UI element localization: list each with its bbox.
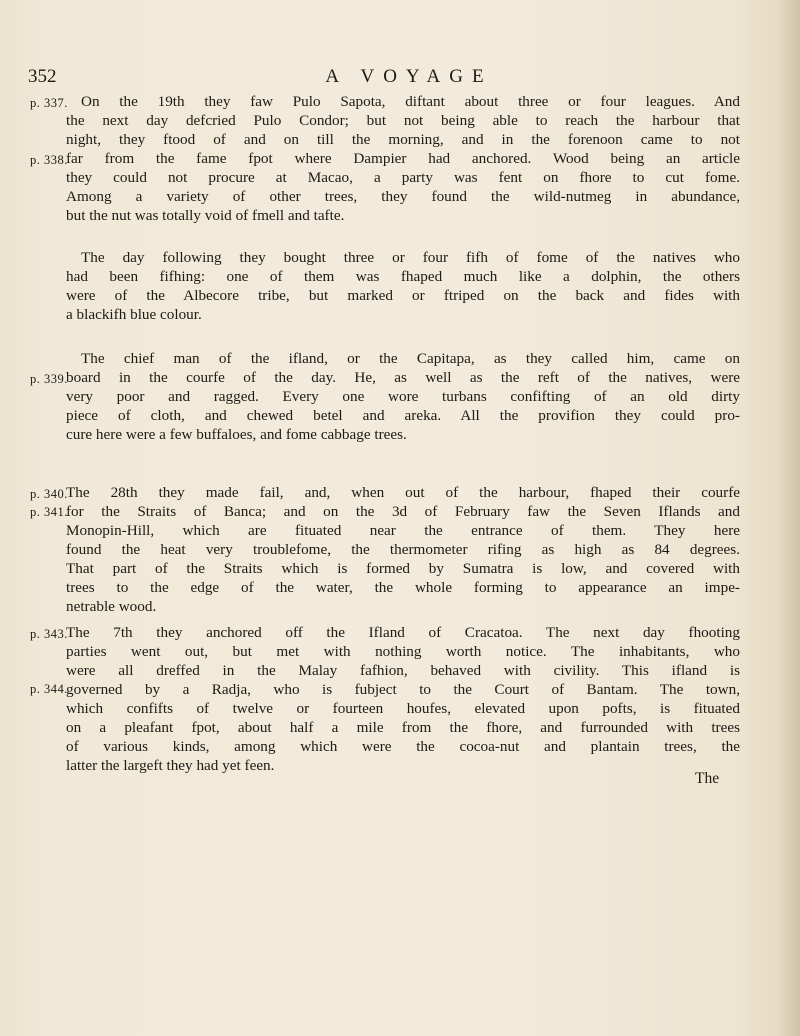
text-line: on a pleafant fpot, about half a mile from the fhore, and furrounded with trees	[66, 719, 740, 736]
text-line: of various kinds, among which were the cocoa-nut and plantain trees, the	[66, 738, 740, 755]
text-line: they could not procure at Macao, a party was fent on fhore to cut fome.	[66, 169, 740, 186]
page-edge-shadow	[778, 0, 800, 1036]
text-line: latter the largeft they had yet feen.	[66, 757, 275, 774]
text-line: trees to the edge of the water, the whole forming to appearance an impe-	[66, 579, 740, 596]
text-line: On the 19th they faw Pulo Sapota, diftant about three or four leagues. And	[81, 93, 740, 110]
text-line: governed by a Radja, who is fubject to the Court of Bantam. The town,	[66, 681, 740, 698]
text-line: but the nut was totally void of fmell and tafte.	[66, 207, 345, 224]
catchword: The	[695, 770, 720, 787]
margin-ref: p. 343.	[30, 627, 68, 641]
text-line: very poor and ragged. Every one wore turbans confifting of an old dirty	[66, 388, 740, 405]
text-line: night, they ftood of and on till the morning, and in the forenoon came to not	[66, 131, 740, 148]
margin-ref: p. 340.	[30, 487, 68, 501]
text-line: the next day defcried Pulo Condor; but not being able to reach the harbour that	[66, 112, 740, 129]
margin-ref: p. 338.	[30, 153, 68, 167]
text-line: had been fifhing: one of them was fhaped much like a dolphin, the others	[66, 268, 740, 285]
text-line: found the heat very troublefome, the thermometer rifing as high as 84 degrees.	[66, 541, 740, 558]
text-line: netrable wood.	[66, 598, 157, 615]
text-line: That part of the Straits which is formed by Sumatra is low, and covered with	[66, 560, 740, 577]
margin-ref: p. 339.	[30, 372, 68, 386]
text-line: Among a variety of other trees, they found the wild-nutmeg in abundance,	[66, 188, 740, 205]
text-line: which confifts of twelve or fourteen houfes, elevated upon pofts, is fituated	[66, 700, 740, 717]
margin-ref: p. 337.	[30, 96, 68, 110]
text-line: The chief man of the ifland, or the Capitapa, as they called him, came on	[81, 350, 740, 367]
page-header	[0, 66, 800, 90]
text-line: a blackifh blue colour.	[66, 306, 202, 323]
text-line: far from the fame fpot where Dampier had anchored. Wood being an article	[66, 150, 740, 167]
text-line: The day following they bought three or four fifh of fome of the natives who	[81, 249, 740, 266]
running-head: A VOYAGE	[325, 66, 493, 87]
text-line: were of the Albecore tribe, but marked or ftriped on the back and fides with	[66, 287, 740, 304]
text-line: parties went out, but met with nothing worth notice. The inhabitants, who	[66, 643, 740, 660]
page-number: 352	[28, 66, 57, 87]
margin-ref: p. 341.	[30, 505, 68, 519]
text-line: board in the courfe of the day. He, as well as the reft of the natives, were	[66, 369, 740, 386]
text-line: for the Straits of Banca; and on the 3d of February faw the Seven Iflands and	[66, 503, 740, 520]
text-line: The 7th they anchored off the Ifland of Cracatoa. The next day fhooting	[66, 624, 740, 641]
text-line: cure here were a few buffaloes, and fome cabbage trees.	[66, 426, 407, 443]
margin-ref: p. 344.	[30, 682, 68, 696]
text-line: piece of cloth, and chewed betel and areka. All the provifion they could pro-	[66, 407, 740, 424]
text-line: Monopin-Hill, which are fituated near the entrance of them. They here	[66, 522, 740, 539]
text-line: The 28th they made fail, and, when out of the harbour, fhaped their courfe	[66, 484, 740, 501]
text-line: were all dreffed in the Malay fafhion, behaved with civility. This ifland is	[66, 662, 740, 679]
